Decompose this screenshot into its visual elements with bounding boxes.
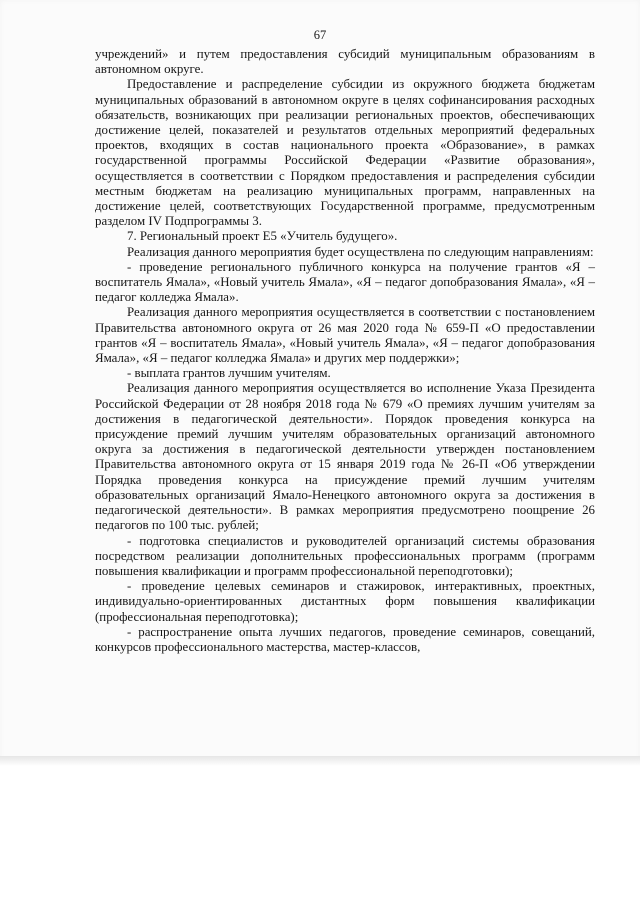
paragraph: - проведение регионального публичного конкурса на получение грантов «Я – воспитатель Ямала», «Новый учитель Ямала», «Я – педагог допобразования Ямала», «Я – педагог колледжа Ямала». [95, 259, 595, 305]
paragraph: учреждений» и путем предоставления субсидий муниципальным образованиям в автономном округе. [95, 47, 595, 77]
paragraph: - проведение целевых семинаров и стажировок, интерактивных, проектных, индивидуально-ориентированных дистантных форм повышения квалификации (профессиональная переподготовка); [95, 579, 595, 624]
paragraph: 7. Региональный проект Е5 «Учитель будущего». [127, 229, 398, 244]
paragraph: - выплата грантов лучшим учителям. [127, 366, 331, 381]
paragraph: Реализация данного мероприятия осуществляется во исполнение Указа Президента Российской Федерации от 28 ноября 2018 года № 679 «О премиях лучшим учителям за достижения в педагогической деятельности». Порядок проведения конкурса на присуждение премий лучшим учителям образовательных организаций автономного округа за достижения в педагогической деятельности утвержден постановлением Правительства автономного округа от 15 января 2019 года № 26-П «Об утверждении Порядка проведения конкурса на присуждение премий лучшим учителям образовательных организаций Ямало-Ненецкого автономного округа за достижения в педагогической деятельности». В рамках мероприятия предусмотрено поощрение 26 педагогов по 100 тыс. рублей; [95, 381, 595, 533]
page-edge-shadow [0, 756, 640, 766]
page-number: 67 [313, 28, 327, 42]
paragraph: Реализация данного мероприятия будет осуществлена по следующим направлениям: [127, 244, 594, 259]
paragraph: Предоставление и распределение субсидии из окружного бюджета бюджетам муниципальных образований в автономном округе в целях софинансирования расходных обязательств, возникающих при реализации региональных проектов, обеспечивающих достижение целей, показателей и результатов отдельных мероприятий федеральных проектов, входящих в состав национального проекта «Образование», в рамках государственной программы Российской Федерации «Развитие образования», осуществляется в соответствии с Порядком предоставления и распределения субсидии местным бюджетам на реализацию муниципальных программ, направленных на достижение целей, соответствующих Государственной программе, предусмотренным разделом IV Подпрограммы 3. [95, 77, 595, 229]
paragraph: Реализация данного мероприятия осуществляется в соответствии с постановлением Правительства автономного округа от 26 мая 2020 года № 659-П «О предоставлении грантов «Я – воспитатель Ямала», «Новый учитель Ямала», «Я – педагог допобразования Ямала», «Я – педагог колледжа Ямала» и других мер поддержки»; [95, 305, 595, 366]
paragraph: - распространение опыта лучших педагогов, проведение семинаров, совещаний, конкурсов профессионального мастерства, мастер-классов, [95, 624, 595, 654]
paragraph: - подготовка специалистов и руководителей организаций системы образования посредством реализации дополнительных профессиональных программ (программ повышения квалификации и программ профессиональной переподготовки); [95, 533, 595, 578]
document-body [95, 47, 595, 655]
